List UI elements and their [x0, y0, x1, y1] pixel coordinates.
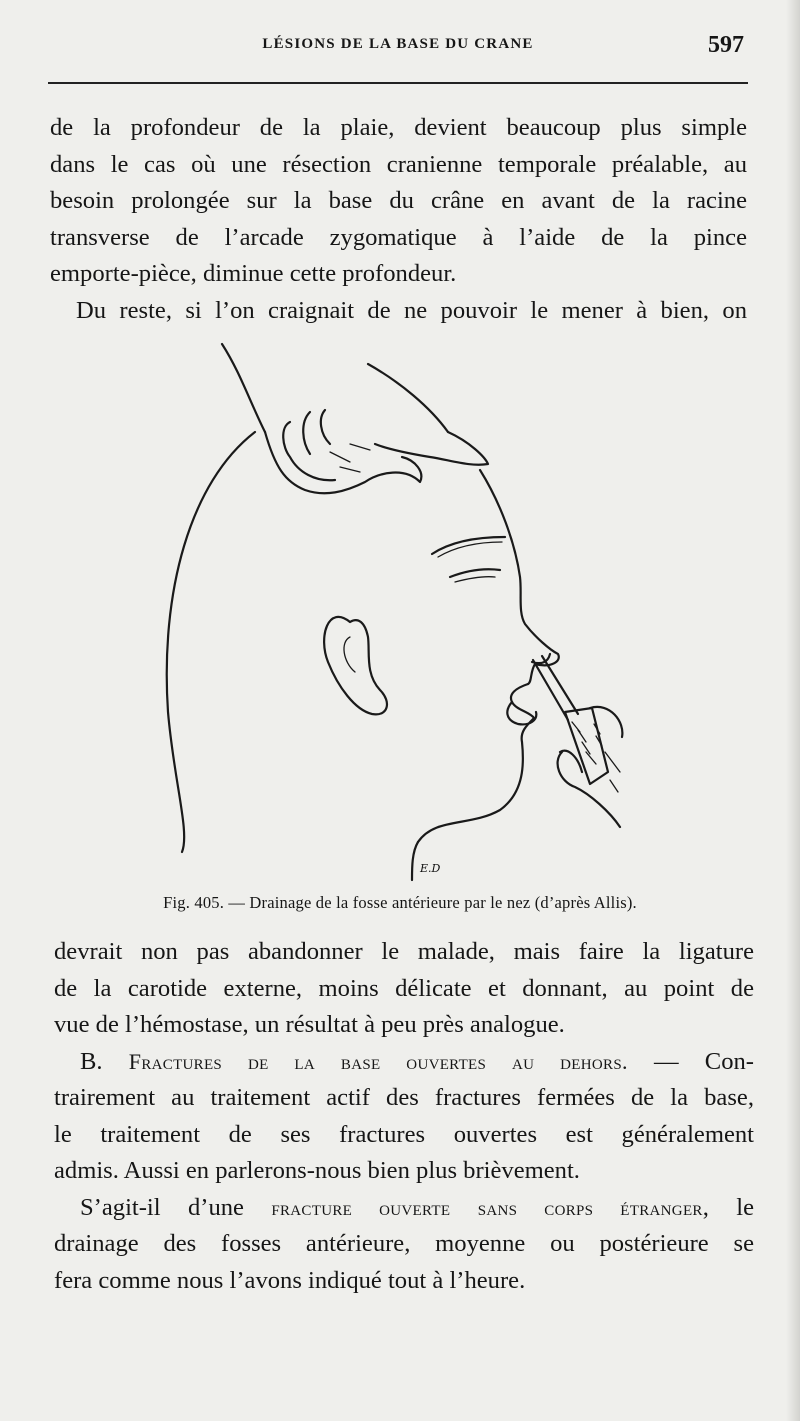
page-edge-shadow	[786, 0, 800, 1421]
text-fragment: , le	[702, 1193, 754, 1221]
text-line: transverse de l’arcade zygomatique à l’aide de la pince	[50, 223, 747, 251]
artist-signature: E.D	[420, 862, 441, 875]
section-label: B.	[80, 1047, 103, 1075]
arm-edge-left	[222, 344, 265, 432]
text-line: dans le cas où une résection cranienne temporale préalable, au	[50, 150, 747, 178]
text-block-top	[50, 110, 747, 329]
text-line: emporte-pièce, diminue cette profondeur.	[50, 260, 457, 287]
text-line: drainage des fosses antérieure, moyenne ou postérieure se	[54, 1230, 754, 1257]
holding-hand	[558, 707, 623, 827]
hand-fingers	[265, 432, 421, 493]
text-line: devrait non pas abandonner le malade, mais faire la ligature	[54, 938, 754, 965]
head-outline	[167, 432, 255, 852]
small-caps-term: sans corps étranger	[477, 1194, 703, 1220]
ear	[324, 617, 387, 715]
page-number: 597	[708, 32, 744, 58]
arm-edge-right	[368, 364, 448, 432]
figure-illustration	[150, 332, 650, 887]
page-header	[48, 32, 748, 66]
closed-eye	[450, 569, 500, 577]
text-line: Du reste, si l’on craignait de ne pouvoir le mener à bien, on	[76, 296, 747, 324]
text-line: de la profondeur de la plaie, devient beaucoup plus simple	[50, 114, 747, 141]
running-title: LÉSIONS DE LA BASE DU CRANE	[262, 36, 534, 52]
text-fragment	[450, 1194, 477, 1221]
section-heading-line	[54, 1044, 754, 1081]
section-heading: Fractures de la base ouvertes au dehors.	[128, 1048, 628, 1074]
heading-dash: — Con-	[627, 1047, 754, 1075]
text-line	[54, 1190, 754, 1227]
text-line: besoin prolongée sur la base du crâne en avant de la racine	[50, 187, 747, 214]
text-line: de la carotide externe, moins délicate et donnant, au point de	[54, 974, 754, 1002]
neck-line	[412, 842, 418, 880]
header-rule	[48, 82, 748, 84]
text-line: vue de l’hémostase, un résultat à peu près analogue.	[54, 1011, 565, 1038]
text-block-bottom	[54, 934, 754, 1299]
lips	[507, 702, 536, 724]
small-caps-term: fracture ouverte	[271, 1194, 451, 1220]
text-line: admis. Aussi en parlerons-nous bien plus brièvement.	[54, 1157, 580, 1184]
text-line: le traitement de ses fractures ouvertes est généralement	[54, 1120, 754, 1148]
text-fragment: S’agit-il d’une	[80, 1193, 272, 1221]
text-line: trairement au traitement actif des fractures fermées de la base,	[54, 1084, 754, 1111]
text-line: fera comme nous l’avons indiqué tout à l’heure.	[54, 1266, 526, 1294]
figure-caption: Fig. 405. — Drainage de la fosse antérieure par le nez (d’après Allis).	[163, 893, 637, 912]
